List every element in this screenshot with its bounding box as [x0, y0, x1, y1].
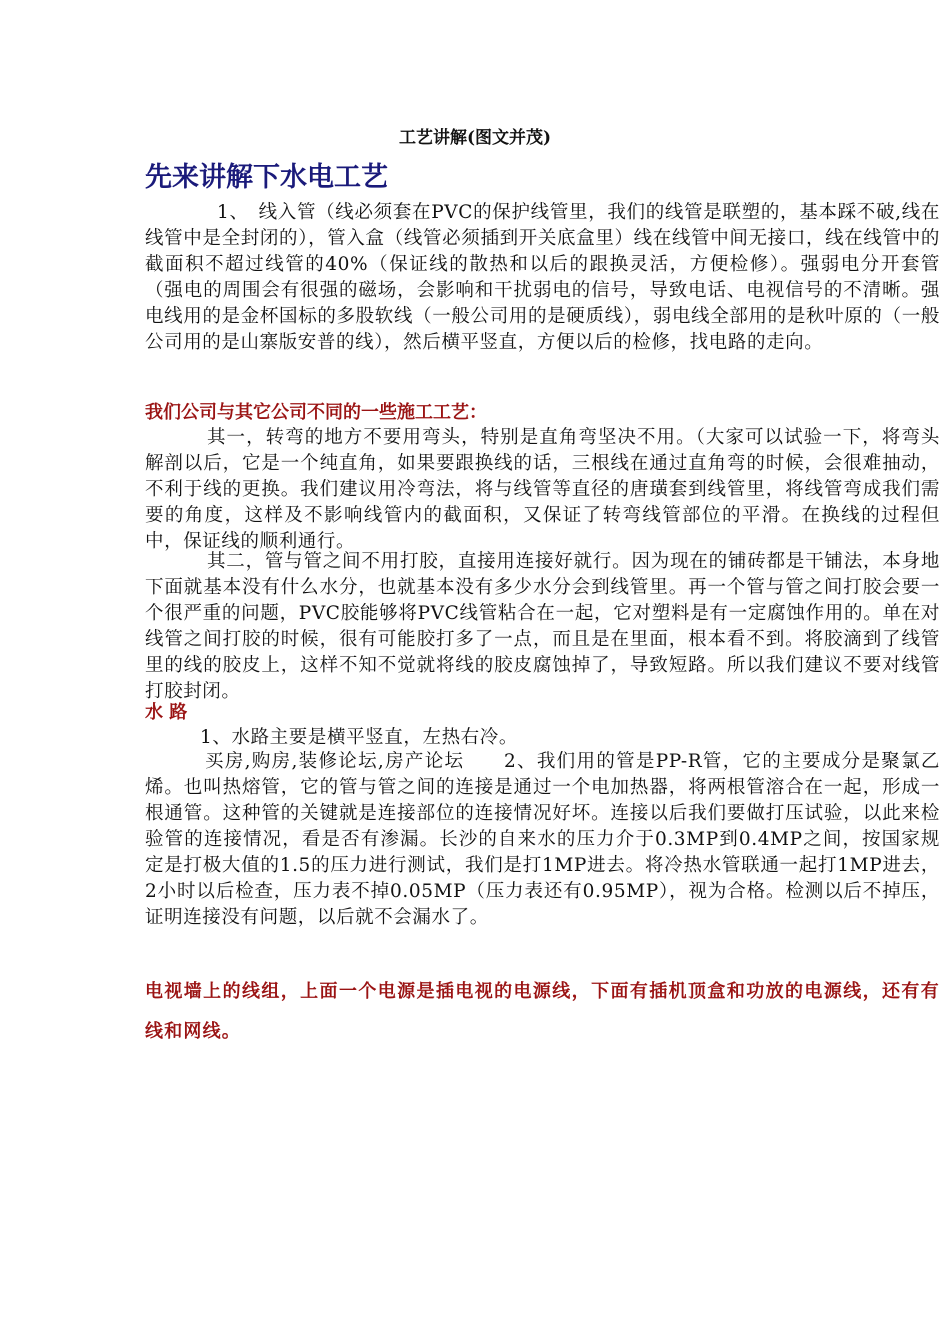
document-title: 工艺讲解(图文并茂): [398, 128, 552, 148]
section-heading-electrical: 先来讲解下水电工艺: [145, 162, 388, 193]
paragraph-bends: 其一，转弯的地方不要用弯头，特别是直角弯坚决不用。（大家可以试验一下，将弯头解剖以后，它是一个纯直角，如果要跟换线的话，三根线在通过直角弯的时候，会很难抽动，不利于线的更换。我们建议用冷弯法，将与线管等直径的唐璜套到线管里，将线管弯成我们需要的角度，这样及不影响线管内的截面积，又保证了转弯线管部位的平滑。在换线的过程但中，保证线的顺利通行。: [145, 427, 940, 552]
section-heading-special-process: 我们公司与其它公司不同的一些施工工艺：: [145, 402, 487, 423]
section-heading-water: 水 路: [145, 702, 188, 723]
paragraph-wiring-in-conduit: 1、 线入管（线必须套在PVC的保护线管里，我们的线管是联塑的，基本踩不破,线在线管中是全封闭的），管入盒（线管必须插到开关底盒里）线在线管中间无接口，线在线管中的截面积不超过线管的40%（保证线的散热和以后的跟换灵活，方便检修）。强弱电分开套管（强电的周围会有很强的磁场，会影响和干扰弱电的信号，导致电话、电视信号的不清晰。强电线用的是金杯国标的多股软线（一般公司用的是硬质线），弱电线全部用的是秋叶原的（一般公司用的是山寨版安普的线），然后横平竖直，方便以后的检修，找电路的走向。: [145, 202, 940, 353]
paragraph-ppr-pipe: 买房,购房,装修论坛,房产论坛 2、我们用的管是PP-R管，它的主要成分是聚氯乙烯。也叫热熔管，它的管与管之间的连接是通过一个电加热器，将两根管溶合在一起，形成一根通管。这种管的关键就是连接部位的连接情况好坏。连接以后我们要做打压试验，以此来检验管的连接情况，看是否有渗漏。长沙的自来水的压力介于0.3MP到0.4MP之间，按国家规定是打极大值的1.5的压力进行测试，我们是打1MP进去。将冷热水管联通一起打1MP进去，2小时以后检查，压力表不掉0.05MP（压力表还有0.95MP），视为合格。检测以后不掉压，证明连接没有问题，以后就不会漏水了。: [145, 751, 940, 928]
paragraph-no-glue: 其二，管与管之间不用打胶，直接用连接好就行。因为现在的铺砖都是干铺法，本身地下面就基本没有什么水分，也就基本没有多少水分会到线管里。再一个管与管之间打胶会要一个很严重的问题，PVC胶能够将PVC线管粘合在一起，它对塑料是有一定腐蚀作用的。单在对线管之间打胶的时候，很有可能胶打多了一点，而且是在里面，根本看不到。将胶滴到了线管里的线的胶皮上，这样不知不觉就将线的胶皮腐蚀掉了，导致短路。所以我们建议不要对线管打胶封闭。: [145, 551, 940, 702]
note-tv-wall-wiring: 电视墙上的线组，上面一个电源是插电视的电源线，下面有插机顶盒和功放的电源线，还有有线和网线。: [145, 981, 940, 1042]
paragraph-water-rule: 1、水路主要是横平竖直，左热右冷。: [200, 727, 518, 748]
